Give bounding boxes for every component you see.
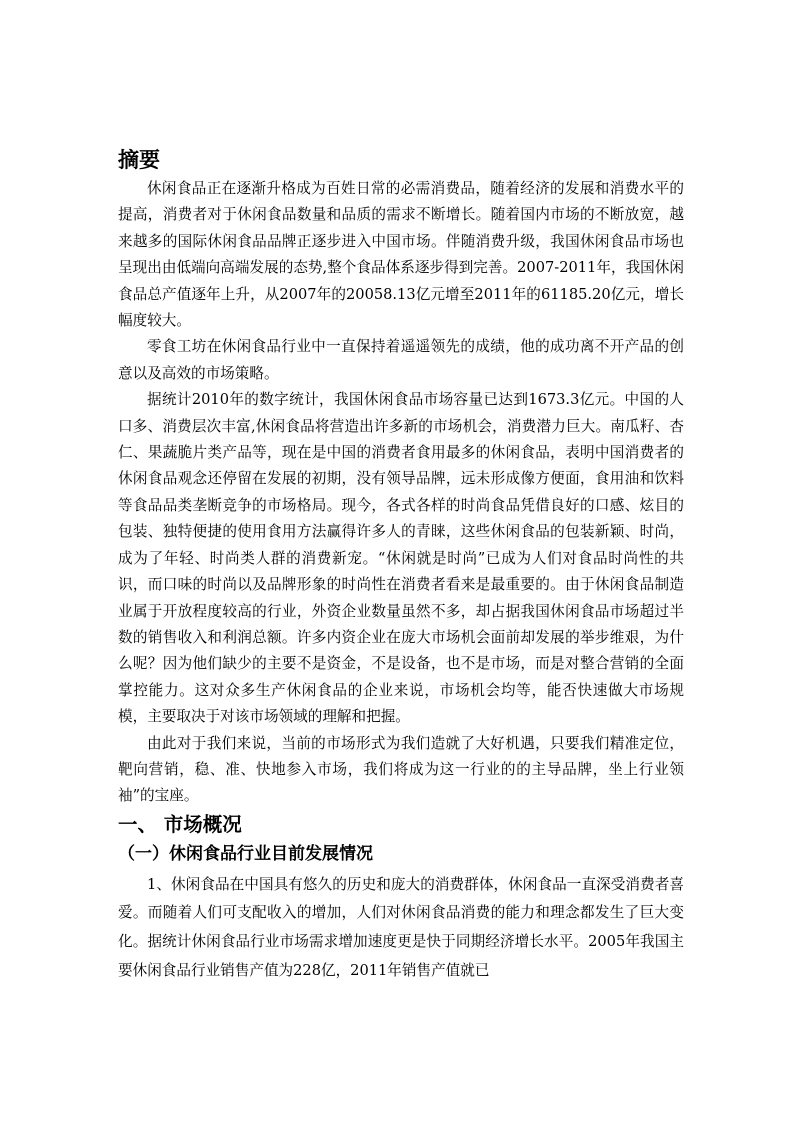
abstract-paragraph-1: 休闲食品正在逐渐升格成为百姓日常的必需消费品，随着经济的发展和消费水平的提高，消费者对于休闲食品数量和品质的需求不断增长。随着国内市场的不断放宽，越来越多的国际休闲食品品牌正逐步进入中国市场。伴随消费升级，我国休闲食品市场也呈现出由低端向高端发展的态势,整个食品体系逐步得到完善。2007-2011年，我国休闲食品总产值逐年上升，从2007年的20058.13亿元增至2011年的61185.20亿元，增长幅度较大。	[118, 180, 684, 330]
abstract-paragraph-4: 由此对于我们来说，当前的市场形式为我们造就了大好机遇，只要我们精准定位，靶向营销，稳、准、快地参入市场，我们将成为这一行业的的主导品牌，坐上行业领袖”的宝座。	[118, 734, 684, 805]
abstract-paragraph-2: 零食工坊在休闲食品行业中一直保持着遥遥领先的成绩，他的成功离不开产品的创意以及高效的市场策略。	[118, 338, 684, 382]
subsection-heading-industry-status: （一）休闲食品行业目前发展情况	[118, 843, 373, 864]
section-paragraph-1: 1、休闲食品在中国具有悠久的历史和庞大的消费群体，休闲食品一直深受消费者喜爱。而随着人们可支配收入的增加，人们对休闲食品消费的能力和理念都发生了巨大变化。据统计休闲食品行业市场需求增加速度更是快于同期经济增长水平。2005年我国主要休闲食品行业销售产值为228亿，2011年销售产值就已	[118, 875, 684, 979]
abstract-heading: 摘要	[118, 148, 160, 172]
abstract-paragraph-3: 据统计2010年的数字统计，我国休闲食品市场容量已达到1673.3亿元。中国的人口多、消费层次丰富,休闲食品将营造出许多新的市场机会，消费潜力巨大。南瓜籽、杏仁、果蔬脆片类产品等，现在是中国的消费者食用最多的休闲食品，表明中国消费者的休闲食品观念还停留在发展的初期，没有领导品牌，远未形成像方便面，食用油和饮料等食品品类垄断竞争的市场格局。现今，各式各样的时尚食品凭借良好的口感、炫目的包装、独特便捷的使用食用方法赢得许多人的青睐，这些休闲食品的包装新颖、时尚，成为了年轻、时尚类人群的消费新宠。“休闲就是时尚”已成为人们对食品时尚性的共识，而口味的时尚以及品牌形象的时尚性在消费者看来是最重要的。由于休闲食品制造业属于开放程度较高的行业，外资企业数量虽然不多，却占据我国休闲食品市场超过半数的销售收入和利润总额。许多内资企业在庞大市场机会面前却发展的举步维艰，为什么呢？因为他们缺少的主要不是资金，不是设备，也不是市场，而是对整合营销的全面掌控能力。这对众多生产休闲食品的企业来说，市场机会均等，能否快速做大市场规模，主要取决于对该市场领域的理解和把握。	[118, 391, 684, 726]
section-heading-market-overview: 一、 市场概况	[118, 812, 242, 836]
document-body	[118, 146, 684, 985]
